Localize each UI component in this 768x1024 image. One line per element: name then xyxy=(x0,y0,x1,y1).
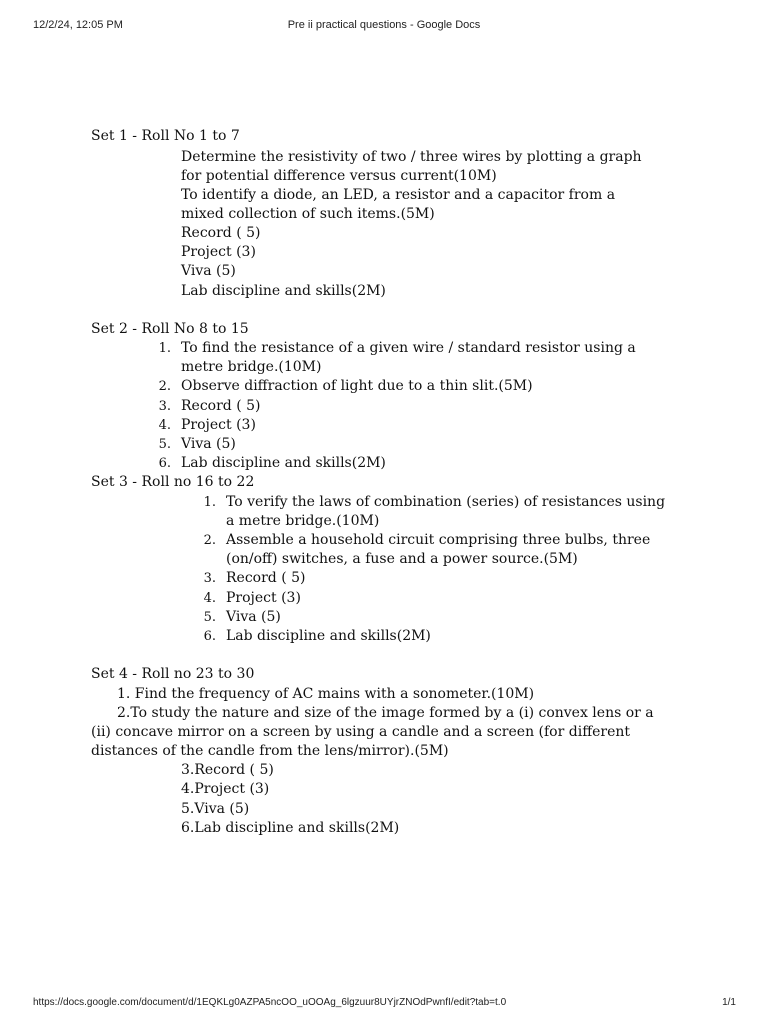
list-number: 2. xyxy=(203,533,216,548)
set2-line: Record ( 5) xyxy=(181,398,261,414)
list-number: 5. xyxy=(158,437,171,452)
set4-line: 5.Viva (5) xyxy=(181,801,250,817)
set4-line: (ii) concave mirror on a screen by using a candle and a screen (for different xyxy=(91,724,631,740)
set1-line: for potential difference versus current(10M) xyxy=(181,168,497,184)
set1-line: Project (3) xyxy=(181,244,256,260)
list-number: 6. xyxy=(158,456,171,471)
set4-heading: Set 4 - Roll no 23 to 30 xyxy=(91,666,255,682)
set3-line: Project (3) xyxy=(226,590,301,606)
set1-heading: Set 1 - Roll No 1 to 7 xyxy=(91,128,240,144)
set2-line: To find the resistance of a given wire / standard resistor using a xyxy=(181,340,636,356)
set2-heading: Set 2 - Roll No 8 to 15 xyxy=(91,321,249,337)
list-number: 6. xyxy=(203,629,216,644)
set3-heading: Set 3 - Roll no 16 to 22 xyxy=(91,474,255,490)
set4-line: 6.Lab discipline and skills(2M) xyxy=(181,820,400,836)
set3-line: Record ( 5) xyxy=(226,570,306,586)
list-number: 4. xyxy=(203,591,216,606)
list-number: 1. xyxy=(158,341,171,356)
document-url: https://docs.google.com/document/d/1EQKLg0AZPA5ncOO_uOOAg_6lgzuur8UYjrZNOdPwnfI/edit?tab=t.0 xyxy=(33,997,507,1008)
set3-line: Lab discipline and skills(2M) xyxy=(226,628,431,644)
set1-line: Record ( 5) xyxy=(181,225,261,241)
set1-line: mixed collection of such items.(5M) xyxy=(181,206,435,222)
set4-line: 3.Record ( 5) xyxy=(181,762,274,778)
set2-line: Observe diffraction of light due to a thin slit.(5M) xyxy=(181,378,533,394)
set2-line: metre bridge.(10M) xyxy=(181,359,322,375)
set1-line: Viva (5) xyxy=(181,263,236,279)
list-number: 4. xyxy=(158,418,171,433)
set4-line: 1. Find the frequency of AC mains with a sonometer.(10M) xyxy=(117,686,535,702)
set2-line: Project (3) xyxy=(181,417,256,433)
print-datetime: 12/2/24, 12:05 PM xyxy=(33,19,123,31)
print-footer xyxy=(0,997,768,1011)
set4-line: distances of the candle from the lens/mirror).(5M) xyxy=(91,743,449,759)
list-number: 1. xyxy=(203,495,216,510)
print-header xyxy=(0,19,768,33)
set1-line: Lab discipline and skills(2M) xyxy=(181,283,386,299)
set3-line: a metre bridge.(10M) xyxy=(226,513,380,529)
set2-line: Viva (5) xyxy=(181,436,236,452)
page-number: 1/1 xyxy=(722,997,736,1008)
set1-line: To identify a diode, an LED, a resistor and a capacitor from a xyxy=(181,187,616,203)
list-number: 2. xyxy=(158,379,171,394)
list-number: 5. xyxy=(203,610,216,625)
set3-line: Viva (5) xyxy=(226,609,281,625)
set4-line: 2.To study the nature and size of the image formed by a (i) convex lens or a xyxy=(117,705,654,721)
set2-line: Lab discipline and skills(2M) xyxy=(181,455,386,471)
set3-line: To verify the laws of combination (series) of resistances using xyxy=(226,494,666,510)
set1-line: Determine the resistivity of two / three wires by plotting a graph xyxy=(181,149,642,165)
list-number: 3. xyxy=(158,399,171,414)
set3-line: (on/off) switches, a fuse and a power source.(5M) xyxy=(226,551,578,567)
document-title: Pre ii practical questions - Google Docs xyxy=(287,19,481,31)
set3-line: Assemble a household circuit comprising three bulbs, three xyxy=(226,532,651,548)
set4-line: 4.Project (3) xyxy=(181,781,270,797)
list-number: 3. xyxy=(203,571,216,586)
